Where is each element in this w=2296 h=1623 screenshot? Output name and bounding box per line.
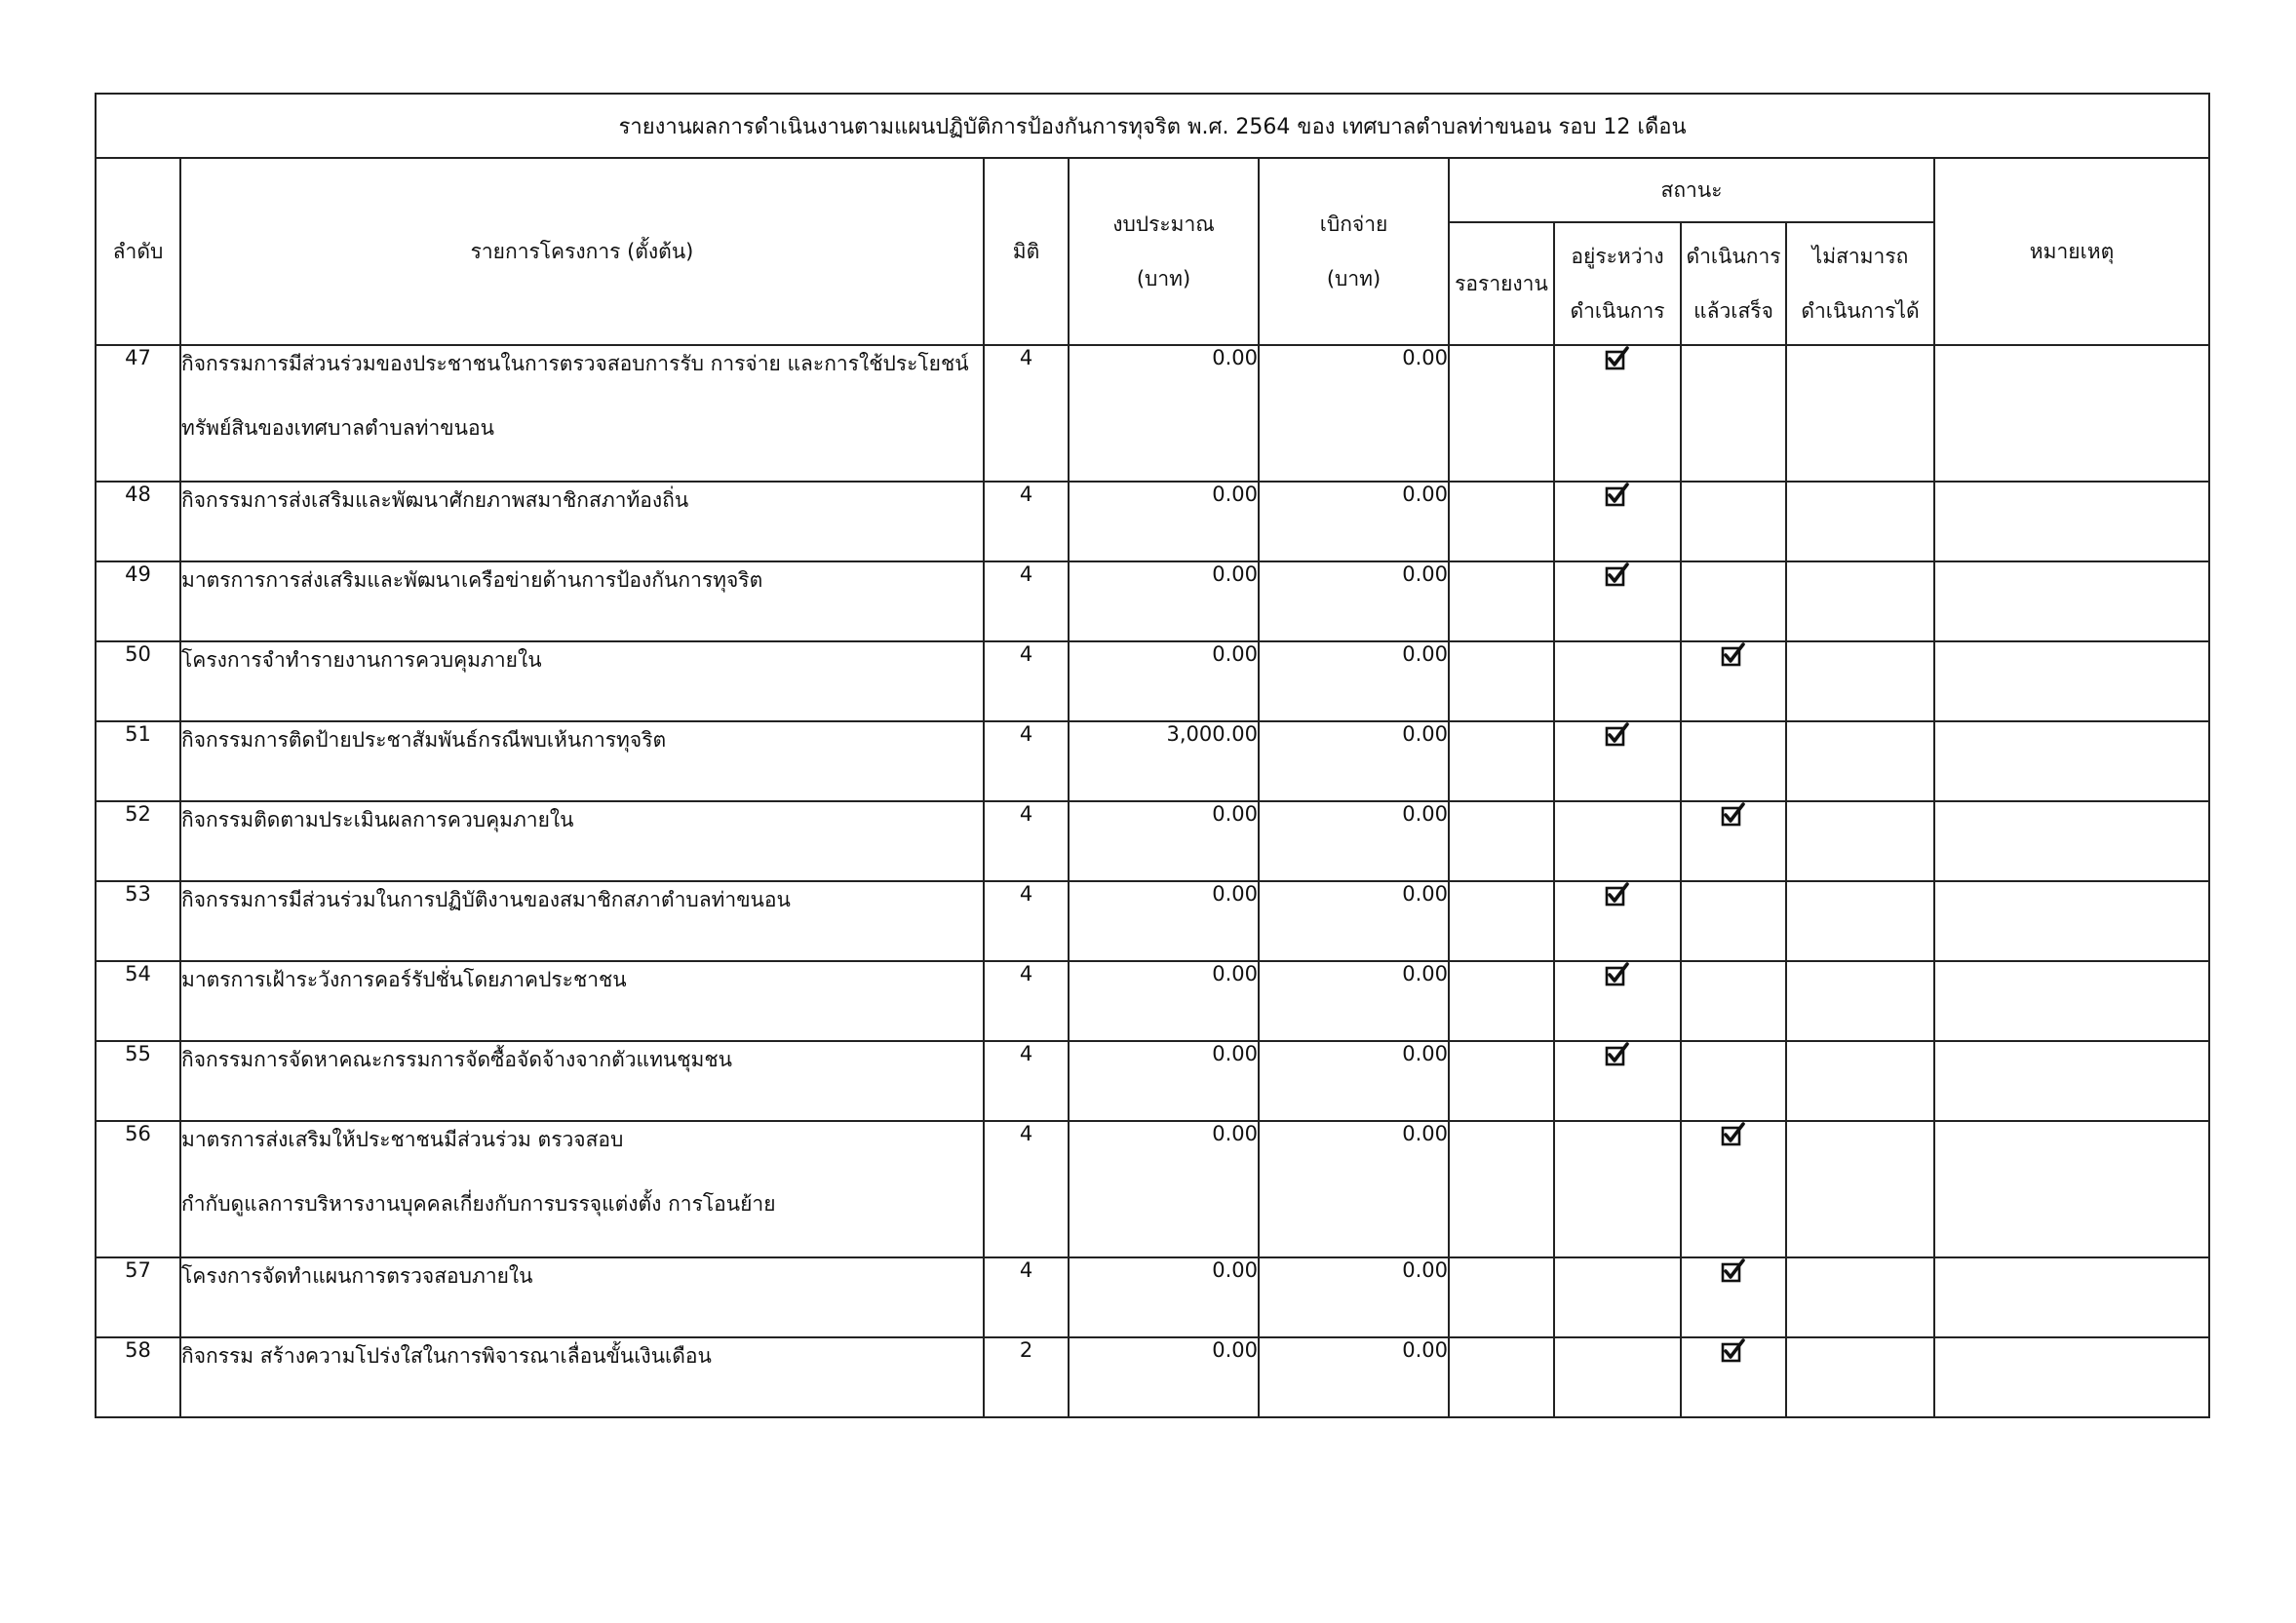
status-ongoing-cell bbox=[1554, 345, 1681, 482]
remark-cell bbox=[1934, 641, 2209, 721]
table-row bbox=[96, 1337, 2209, 1417]
status-unable-cell bbox=[1786, 561, 1934, 641]
status-done-cell bbox=[1681, 345, 1786, 482]
checkbox-checked-icon bbox=[1721, 642, 1746, 668]
status-pending-cell bbox=[1449, 345, 1554, 482]
project-name-line: กิจกรรมติดตามประเมินผลการควบคุมภายใน bbox=[181, 808, 574, 831]
status-unable-cell bbox=[1786, 961, 1934, 1041]
header-dimension: มิติ bbox=[984, 158, 1069, 345]
status-pending-cell bbox=[1449, 641, 1554, 721]
budget-value: 0.00 bbox=[1069, 561, 1259, 641]
table-row bbox=[96, 1257, 2209, 1337]
status-ongoing-cell bbox=[1554, 641, 1681, 721]
row-number: 53 bbox=[96, 881, 180, 961]
header-status: สถานะ bbox=[1449, 158, 1934, 222]
status-unable-cell bbox=[1786, 1337, 1934, 1417]
project-name bbox=[180, 881, 984, 961]
checkbox-checked-icon bbox=[1605, 346, 1630, 371]
status-unable-cell bbox=[1786, 345, 1934, 482]
checkbox-checked-icon bbox=[1605, 722, 1630, 748]
dimension-value: 4 bbox=[984, 801, 1069, 881]
dimension-value: 4 bbox=[984, 721, 1069, 801]
checkbox-checked-icon bbox=[1721, 1338, 1746, 1364]
status-ongoing-cell bbox=[1554, 961, 1681, 1041]
status-done-cell bbox=[1681, 482, 1786, 561]
status-ongoing-cell bbox=[1554, 721, 1681, 801]
row-number: 52 bbox=[96, 801, 180, 881]
paid-value: 0.00 bbox=[1259, 561, 1449, 641]
table-row bbox=[96, 641, 2209, 721]
row-number: 49 bbox=[96, 561, 180, 641]
status-pending-cell bbox=[1449, 881, 1554, 961]
status-pending-cell bbox=[1449, 721, 1554, 801]
budget-value: 0.00 bbox=[1069, 345, 1259, 482]
remark-cell bbox=[1934, 345, 2209, 482]
report-table bbox=[95, 93, 2210, 1418]
header-status-pending: รอรายงาน bbox=[1449, 222, 1554, 345]
remark-cell bbox=[1934, 801, 2209, 881]
remark-cell bbox=[1934, 561, 2209, 641]
budget-value: 0.00 bbox=[1069, 1121, 1259, 1257]
status-unable-cell bbox=[1786, 1041, 1934, 1121]
status-pending-cell bbox=[1449, 961, 1554, 1041]
status-ongoing-cell bbox=[1554, 561, 1681, 641]
row-number: 48 bbox=[96, 482, 180, 561]
status-ongoing-cell bbox=[1554, 1257, 1681, 1337]
row-number: 51 bbox=[96, 721, 180, 801]
dimension-value: 4 bbox=[984, 1041, 1069, 1121]
header-seq: ลำดับ bbox=[96, 158, 180, 345]
status-ongoing-cell bbox=[1554, 1041, 1681, 1121]
row-number: 56 bbox=[96, 1121, 180, 1257]
dimension-value: 4 bbox=[984, 561, 1069, 641]
checkbox-checked-icon bbox=[1721, 802, 1746, 828]
project-name bbox=[180, 482, 984, 561]
project-name-line: มาตรการเฝ้าระวังการคอร์รัปชั่นโดยภาคประชาชน bbox=[181, 968, 627, 991]
row-number: 47 bbox=[96, 345, 180, 482]
paid-value: 0.00 bbox=[1259, 345, 1449, 482]
status-unable-cell bbox=[1786, 881, 1934, 961]
checkbox-checked-icon bbox=[1605, 882, 1630, 908]
status-unable-cell bbox=[1786, 801, 1934, 881]
status-ongoing-cell bbox=[1554, 482, 1681, 561]
project-name bbox=[180, 1337, 984, 1417]
checkbox-checked-icon bbox=[1605, 1042, 1630, 1067]
paid-value: 0.00 bbox=[1259, 961, 1449, 1041]
status-done-cell bbox=[1681, 881, 1786, 961]
row-number: 50 bbox=[96, 641, 180, 721]
project-name-line: กิจกรรม สร้างความโปร่งใสในการพิจารณาเลื่อนขั้นเงินเดือน bbox=[181, 1344, 712, 1368]
row-number: 55 bbox=[96, 1041, 180, 1121]
project-name bbox=[180, 961, 984, 1041]
project-name bbox=[180, 1041, 984, 1121]
project-name bbox=[180, 1121, 984, 1257]
table-row bbox=[96, 561, 2209, 641]
table-row bbox=[96, 1121, 2209, 1257]
table-row bbox=[96, 881, 2209, 961]
table-row bbox=[96, 1041, 2209, 1121]
dimension-value: 4 bbox=[984, 1121, 1069, 1257]
paid-value: 0.00 bbox=[1259, 1121, 1449, 1257]
project-name-line: กิจกรรมการมีส่วนร่วมในการปฏิบัติงานของสมาชิกสภาตำบลท่าขนอน bbox=[181, 888, 791, 911]
status-ongoing-cell bbox=[1554, 801, 1681, 881]
row-number: 54 bbox=[96, 961, 180, 1041]
project-name bbox=[180, 641, 984, 721]
table-row bbox=[96, 345, 2209, 482]
remark-cell bbox=[1934, 1041, 2209, 1121]
project-name-line: กิจกรรมการจัดหาคณะกรรมการจัดซื้อจัดจ้างจากตัวแทนชุมชน bbox=[181, 1048, 732, 1071]
dimension-value: 4 bbox=[984, 881, 1069, 961]
checkbox-checked-icon bbox=[1721, 1258, 1746, 1284]
table-row bbox=[96, 482, 2209, 561]
paid-value: 0.00 bbox=[1259, 482, 1449, 561]
remark-cell bbox=[1934, 721, 2209, 801]
paid-value: 0.00 bbox=[1259, 801, 1449, 881]
status-done-cell bbox=[1681, 561, 1786, 641]
project-name-line: กิจกรรมการส่งเสริมและพัฒนาศักยภาพสมาชิกสภาท้องถิ่น bbox=[181, 488, 689, 512]
row-number: 57 bbox=[96, 1257, 180, 1337]
budget-value: 0.00 bbox=[1069, 1337, 1259, 1417]
status-unable-cell bbox=[1786, 721, 1934, 801]
header-paid: เบิกจ่าย (บาท) bbox=[1259, 158, 1449, 345]
paid-value: 0.00 bbox=[1259, 721, 1449, 801]
status-pending-cell bbox=[1449, 1041, 1554, 1121]
remark-cell bbox=[1934, 1257, 2209, 1337]
budget-value: 0.00 bbox=[1069, 961, 1259, 1041]
project-name-line: โครงการจัดทำแผนการตรวจสอบภายใน bbox=[181, 1264, 533, 1288]
checkbox-checked-icon bbox=[1605, 962, 1630, 987]
budget-value: 0.00 bbox=[1069, 641, 1259, 721]
paid-value: 0.00 bbox=[1259, 881, 1449, 961]
paid-value: 0.00 bbox=[1259, 1041, 1449, 1121]
status-ongoing-cell bbox=[1554, 881, 1681, 961]
dimension-value: 4 bbox=[984, 641, 1069, 721]
budget-value: 0.00 bbox=[1069, 482, 1259, 561]
header-status-done: ดำเนินการ แล้วเสร็จ bbox=[1681, 222, 1786, 345]
status-done-cell bbox=[1681, 801, 1786, 881]
header-status-ongoing: อยู่ระหว่าง ดำเนินการ bbox=[1554, 222, 1681, 345]
budget-value: 0.00 bbox=[1069, 1041, 1259, 1121]
status-pending-cell bbox=[1449, 561, 1554, 641]
status-ongoing-cell bbox=[1554, 1121, 1681, 1257]
remark-cell bbox=[1934, 482, 2209, 561]
dimension-value: 4 bbox=[984, 482, 1069, 561]
budget-value: 3,000.00 bbox=[1069, 721, 1259, 801]
dimension-value: 2 bbox=[984, 1337, 1069, 1417]
table-row bbox=[96, 961, 2209, 1041]
status-unable-cell bbox=[1786, 482, 1934, 561]
checkbox-checked-icon bbox=[1605, 483, 1630, 508]
dimension-value: 4 bbox=[984, 345, 1069, 482]
budget-value: 0.00 bbox=[1069, 1257, 1259, 1337]
project-name-line: กิจกรรมการมีส่วนร่วมของประชาชนในการตรวจสอบการรับ การจ่าย และการใช้ประโยชน์ bbox=[181, 352, 969, 375]
checkbox-checked-icon bbox=[1721, 1122, 1746, 1147]
project-name-line: ทรัพย์สินของเทศบาลตำบลท่าขนอน bbox=[181, 416, 494, 440]
header-project: รายการโครงการ (ตั้งต้น) bbox=[180, 158, 984, 345]
project-name-line: กิจกรรมการติดป้ายประชาสัมพันธ์กรณีพบเห้นการทุจริต bbox=[181, 728, 667, 752]
table-row bbox=[96, 801, 2209, 881]
project-name bbox=[180, 1257, 984, 1337]
project-name-line: กำกับดูแลการบริหารงานบุคคลเกี่ยงกับการบรรจุแต่งตั้ง การโอนย้าย bbox=[181, 1192, 776, 1216]
status-done-cell bbox=[1681, 1337, 1786, 1417]
header-budget: งบประมาณ (บาท) bbox=[1069, 158, 1259, 345]
status-unable-cell bbox=[1786, 1257, 1934, 1337]
status-pending-cell bbox=[1449, 801, 1554, 881]
status-unable-cell bbox=[1786, 641, 1934, 721]
project-name bbox=[180, 721, 984, 801]
status-ongoing-cell bbox=[1554, 1337, 1681, 1417]
status-pending-cell bbox=[1449, 482, 1554, 561]
status-done-cell bbox=[1681, 1121, 1786, 1257]
budget-value: 0.00 bbox=[1069, 801, 1259, 881]
paid-value: 0.00 bbox=[1259, 641, 1449, 721]
report-title: รายงานผลการดำเนินงานตามแผนปฏิบัติการป้องกันการทุจริต พ.ศ. 2564 ของ เทศบาลตำบลท่าขนอน รอบ 12 เดือน bbox=[96, 94, 2209, 158]
status-pending-cell bbox=[1449, 1121, 1554, 1257]
remark-cell bbox=[1934, 881, 2209, 961]
budget-value: 0.00 bbox=[1069, 881, 1259, 961]
remark-cell bbox=[1934, 1337, 2209, 1417]
project-name bbox=[180, 345, 984, 482]
project-name bbox=[180, 801, 984, 881]
remark-cell bbox=[1934, 1121, 2209, 1257]
header-status-unable: ไม่สามารถ ดำเนินการได้ bbox=[1786, 222, 1934, 345]
status-done-cell bbox=[1681, 961, 1786, 1041]
remark-cell bbox=[1934, 961, 2209, 1041]
status-pending-cell bbox=[1449, 1337, 1554, 1417]
status-unable-cell bbox=[1786, 1121, 1934, 1257]
project-name-line: โครงการจำทำรายงานการควบคุมภายใน bbox=[181, 648, 542, 672]
dimension-value: 4 bbox=[984, 1257, 1069, 1337]
table-row bbox=[96, 721, 2209, 801]
status-done-cell bbox=[1681, 721, 1786, 801]
project-name-line: มาตรการการส่งเสริมและพัฒนาเครือข่ายด้านการป้องกันการทุจริต bbox=[181, 568, 763, 592]
paid-value: 0.00 bbox=[1259, 1257, 1449, 1337]
project-name-line: มาตรการส่งเสริมให้ประชาชนมีส่วนร่วม ตรวจสอบ bbox=[181, 1128, 624, 1151]
paid-value: 0.00 bbox=[1259, 1337, 1449, 1417]
status-done-cell bbox=[1681, 1041, 1786, 1121]
status-done-cell bbox=[1681, 1257, 1786, 1337]
status-done-cell bbox=[1681, 641, 1786, 721]
status-pending-cell bbox=[1449, 1257, 1554, 1337]
row-number: 58 bbox=[96, 1337, 180, 1417]
report-rows bbox=[96, 345, 2209, 1417]
header-remark: หมายเหตุ bbox=[1934, 158, 2209, 345]
project-name bbox=[180, 561, 984, 641]
dimension-value: 4 bbox=[984, 961, 1069, 1041]
checkbox-checked-icon bbox=[1605, 562, 1630, 588]
